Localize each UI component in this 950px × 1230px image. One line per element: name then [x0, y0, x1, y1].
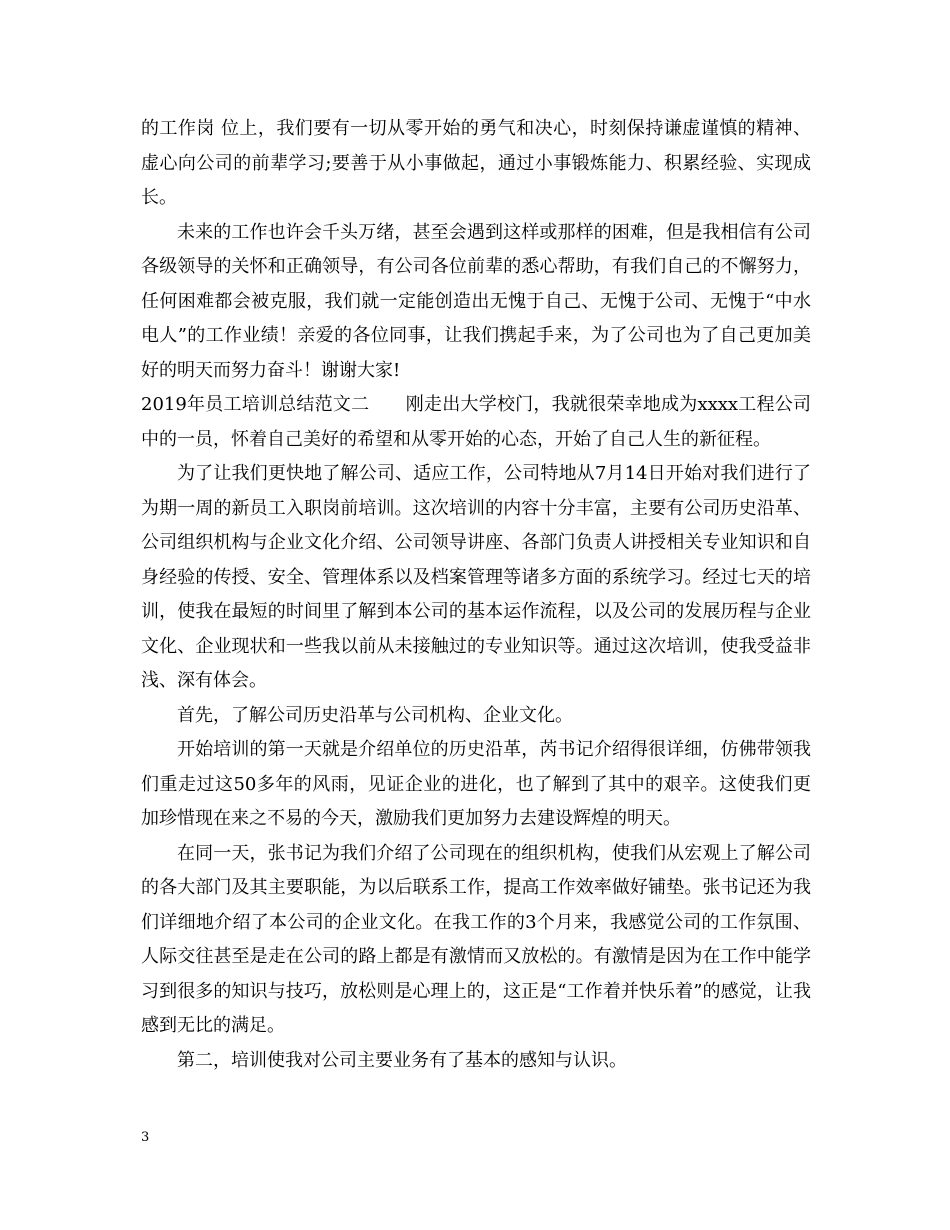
- paragraph-7: 在同一天，张书记为我们介绍了公司现在的组织机构，使我们从宏观上了解公司的各大部门及其主要职能，为以后联系工作，提高工作效率做好铺垫。张书记还为我们详细地介绍了本公司的企业文化。在我工作的3个月来，我感觉公司的工作氛围、人际交往甚至是走在公司的路上都是有激情而又放松的。有激情是因为在工作中能学习到很多的知识与技巧，放松则是心理上的，这正是“工作着并快乐着”的感觉，让我感到无比的满足。: [141, 842, 811, 1036]
- paragraph-1: 的工作岗 位上，我们要有一切从零开始的勇气和决心，时刻保持谦虚谨慎的精神、虚心向公司的前辈学习;要善于从小事做起，通过小事锻炼能力、积累经验、实现成长。: [141, 118, 811, 208]
- paragraph-8: 第二，培训使我对公司主要业务有了基本的感知与认识。: [177, 1049, 627, 1071]
- paragraph-2: 未来的工作也许会千头万绪，甚至会遇到这样或那样的困难，但是我相信有公司各级领导的关怀和正确领导，有公司各位前辈的悉心帮助，有我们自己的不懈努力，任何困难都会被克服，我们就一定能创造出无愧于自己、无愧于公司、无愧于“中水电人”的工作业绩！亲爱的各位同事，让我们携起手来，为了公司也为了自己更加美好的明天而努力奋斗！谢谢大家!: [141, 221, 811, 381]
- page-number: 3: [141, 1130, 150, 1145]
- paragraph-6: 开始培训的第一天就是介绍单位的历史沿革，芮书记介绍得很详细，仿佛带领我们重走过这50多年的风雨，见证企业的进化，也了解到了其中的艰辛。这使我们更加珍惜现在来之不易的今天，激励我们更加努力去建设辉煌的明天。: [141, 739, 811, 829]
- paragraph-4: 为了让我们更快地了解公司、适应工作，公司特地从7月14日开始对我们进行了为期一周的新员工入职岗前培训。这次培训的内容十分丰富，主要有公司历史沿革、公司组织机构与企业文化介绍、公司领导讲座、各部门负责人讲授相关专业知识和自身经验的传授、安全、管理体系以及档案管理等诸多方面的系统学习。经过七天的培训，使我在最短的时间里了解到本公司的基本运作流程，以及公司的发展历程与企业文化、企业现状和一些我以前从未接触过的专业知识等。通过这次培训，使我受益非浅、深有体会。: [141, 463, 811, 691]
- document-body: [141, 112, 811, 1078]
- paragraph-3-section-heading: 2019年员工培训总结范文二 刚走出大学校门，我就很荣幸地成为xxxx工程公司中的一员，怀着自己美好的希望和从零开始的心态，开始了自己人生的新征程。: [141, 394, 811, 450]
- paragraph-5: 首先，了解公司历史沿革与公司机构、企业文化。: [177, 704, 573, 726]
